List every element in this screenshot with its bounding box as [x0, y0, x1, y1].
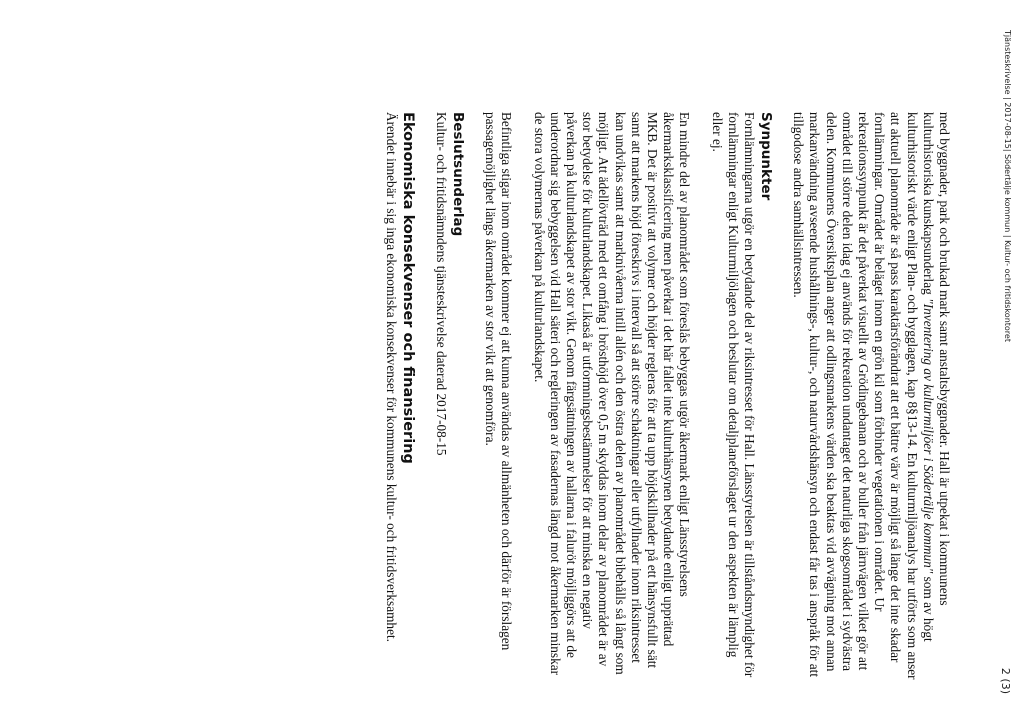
page-number: 2 (3)	[999, 667, 1012, 694]
document-body	[383, 112, 952, 680]
synpunkter-heading: Synpunkter	[757, 112, 774, 201]
intro-text-2: som av högt kulturhistoriskt värde enligt Plan- och bygglagen, kap 8§13-14. En kulturmiljöanalys har utförts som anser att aktuell planområde är så pass karaktärsförändrat att ett bättre värv är möjligt så länge det inte skadar fornlämningar. Området är beläget inom en grön kil som förbinder vegetationen i området. Ur rekreationssynpunkt är det påverkat visuellt av Grödingebanan och av buller från järnvägen vilket gör att området till större delen idag ej används för rekreation undantaget det naturliga skogsområdet i sydvästra delen. Kommunens Översiktsplan anger att odlingsmarkens värden ska beaktas vid avvägning mot annan markanvändning avseende hushållnings-, kultur-, och naturvårdshänsyn och endast får tas i anspråk för att tillgodose andra samhällsintressen.	[791, 112, 936, 680]
synpunkter-paragraph-1: Fornlämningarna utgör en betydande del av riksintresset för Hall. Länsstyrelsen är tillståndsmyndighet för fornlämningar enligt Kulturmiljölagen och beslutar om detaljplaneförslaget ur den aspekten är lämplig eller ej.	[709, 112, 757, 678]
synpunkter-paragraph-3: Befintliga stigar inom området kommer ej att kunna användas av allmänheten och därför är förslagen passagemöjlighet längs åkermarken av stor vikt att genomföra.	[483, 112, 515, 651]
ekonomiska-heading: Ekonomiska konsekvenser och finansiering	[399, 112, 416, 464]
beslutsunderlag-heading: Beslutsunderlag	[449, 112, 466, 237]
intro-text-1: med byggnader, park och brukad mark samt anstaltsbyggnader. Hall är utpekat i kommunens kulturhistoriska kunskapsunderlag	[920, 112, 952, 606]
ekonomiska-text: Ärendet innebär i sig inga ekonomiska konsekvenser för kommunens kultur- och fritidsverksamhet.	[383, 112, 399, 643]
synpunkter-paragraph-2: En mindre del av planområdet som föreslås bebyggas utgör åkermark enligt Länsstyrelsens åkermarksklassificering men påverkar i det här fallet inte kulturhänsynen betydande enligt upprättad MKB. Det är positivt att volymer och höjder regleras för att ta upp höjdskillnader på ett hänsynsfullt sätt samt att markens höjd föreskrivs i intervall så att större schaktningar eller utfyllnader inom riksintresset kan undvikas samt att marknivåerna intill allén och den östra delen av planområdet bibehålls så långt som möjligt. Att ädellövträd med ett omfång i brösthöjd över 0,5 m skyddas inom delar av planområdet är av stor betydelse för kulturlandskapet. Likaså är utformningsbestämmelser för att minska en negativ påverkan på kulturlandskapet av stor vikt. Genom färgsättningen av hallarna i faluröt möjliggörs att de underordnar sig bebyggelsen vid Hall säteri och regleringen av fasadernas längd mot åkermarken minskar de stora volymernas påverkan på kulturlandskapet.	[531, 112, 693, 676]
header-meta: Tjänsteskrivelse | 2017-08-15| Södertälje kommun | Kultur- och fritidskontoret	[1003, 30, 1012, 342]
intro-italic-title: "Inventering av kulturmiljöer i Södertälje kommun"	[920, 298, 936, 574]
beslutsunderlag-text: Kultur- och fritidsnämndens tjänsteskrivelse daterad 2017-08-15	[433, 112, 449, 456]
intro-paragraph	[790, 112, 952, 680]
